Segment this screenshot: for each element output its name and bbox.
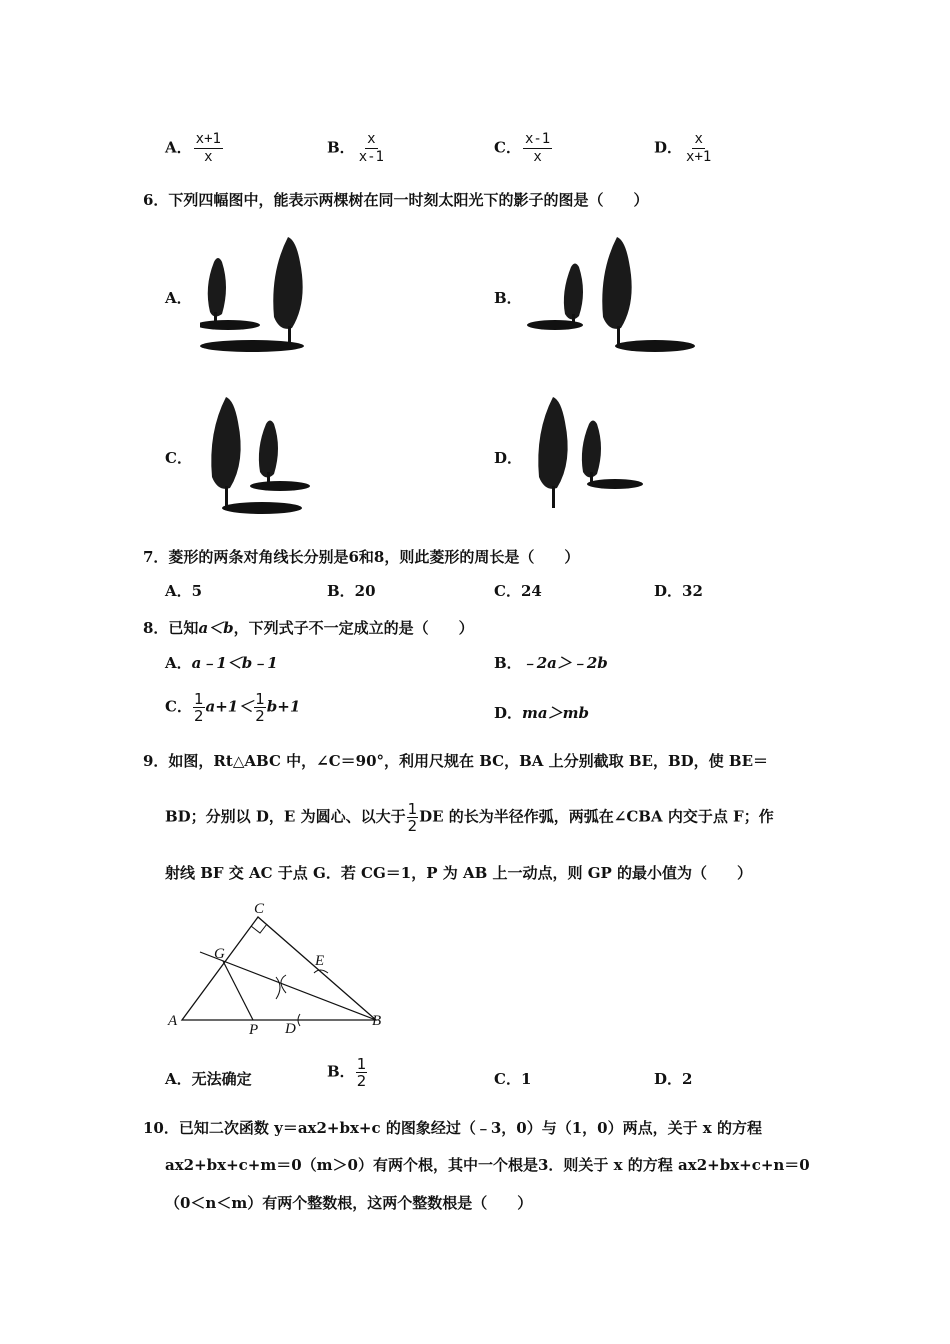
- label-c: C: [254, 901, 265, 917]
- segment-gp: [223, 961, 253, 1020]
- q8-option-d[interactable]: D．ma＞mb: [494, 704, 589, 722]
- q5-option-b[interactable]: B． $\frac{x}{x-1}$: [327, 131, 384, 165]
- right-angle-mark: [251, 924, 267, 933]
- q7-option-d[interactable]: D．32: [654, 582, 703, 600]
- tree-small: [582, 421, 601, 478]
- tree-small: [259, 421, 278, 478]
- label-b: B: [372, 1013, 382, 1029]
- label-p: P: [249, 1022, 259, 1038]
- q9-stem-line3: 射线 BF 交 AC 于点 G．若 CG＝1，P 为 AB 上一动点，则 GP 的最小值为（ ）: [165, 864, 753, 882]
- q9-option-b[interactable]: B． $\frac{1}{2}$: [327, 1055, 367, 1090]
- q9-stem-line2: BD；分别以 D，E 为圆心、以大于 $\frac{1}{2}$ DE 的长为半径作弧，两弧在∠CBA 内交于点 F；作: [165, 800, 774, 835]
- q8-option-c[interactable]: C． $\frac{1}{2}$ a+1＜ $\frac{1}{2}$ b+1: [165, 690, 301, 725]
- shadow-small: [250, 481, 310, 491]
- fraction: $\frac{x-1}{x}$: [524, 131, 551, 165]
- tree-large: [602, 237, 631, 329]
- q6-option-b-label[interactable]: B．: [494, 289, 522, 307]
- q6-option-c-tree-figure: [200, 392, 320, 520]
- label-e: E: [315, 953, 325, 969]
- q10-stem-line1: 10．已知二次函数 y＝ax2+bx+c 的图象经过（﹣3，0）与（1，0）两点，关于 x 的方程: [143, 1119, 762, 1137]
- shadow-large: [615, 340, 695, 352]
- triangle-abc: [182, 917, 376, 1020]
- q8-option-b[interactable]: B．﹣2a＞﹣2b: [494, 654, 608, 672]
- q9-geometry-figure: [160, 895, 390, 1040]
- q6-stem: 6．下列四幅图中，能表示两棵树在同一时刻太阳光下的影子的图是（ ）: [143, 191, 649, 209]
- q6-option-a-tree-figure: [200, 232, 320, 358]
- ray-bf: [200, 952, 376, 1020]
- label-a: A: [168, 1013, 178, 1029]
- tree-large: [538, 397, 567, 489]
- q9-option-a[interactable]: A．无法确定: [165, 1070, 252, 1088]
- tree-large: [211, 397, 240, 489]
- fraction-half: $\frac{1}{2}$: [356, 1055, 367, 1090]
- fraction: $\frac{x+1}{x}$: [195, 131, 221, 165]
- fraction: $\frac{x}{x+1}$: [686, 131, 712, 165]
- shadow-small: [200, 320, 260, 330]
- q5-option-a[interactable]: A． $\frac{x+1}{x}$: [165, 131, 221, 165]
- q7-option-a[interactable]: A．5: [165, 582, 203, 600]
- fraction-half: $\frac{1}{2}$: [255, 690, 265, 725]
- q7-option-b[interactable]: B．20: [327, 582, 376, 600]
- q5-option-c[interactable]: C． $\frac{x-1}{x}$: [494, 131, 551, 165]
- fraction: $\frac{x}{x-1}$: [358, 131, 384, 165]
- label-d: D: [285, 1021, 296, 1037]
- fraction-half: $\frac{1}{2}$: [407, 800, 418, 835]
- q9-option-d[interactable]: D．2: [654, 1070, 693, 1088]
- q10-stem-line3: （0＜n＜m）有两个整数根，这两个整数根是（ ）: [165, 1194, 533, 1212]
- label-g: G: [214, 946, 225, 962]
- q6-option-d-tree-figure: [525, 392, 650, 520]
- q8-stem: 8．已知a＜b，下列式子不一定成立的是（ ）: [143, 619, 474, 637]
- q9-stem-line1: 9．如图，Rt△ABC 中，∠C＝90°，利用尺规在 BC，BA 上分别截取 BE，BD，使 BE＝: [143, 752, 769, 770]
- q6-option-d-label[interactable]: D．: [494, 449, 523, 467]
- q7-option-c[interactable]: C．24: [494, 582, 542, 600]
- tree-small: [564, 264, 583, 320]
- q8-option-a[interactable]: A．a﹣1＜b﹣1: [165, 654, 278, 672]
- q7-stem: 7．菱形的两条对角线长分别是6和8，则此菱形的周长是（ ）: [143, 548, 580, 566]
- tree-small: [208, 258, 226, 317]
- tree-large: [273, 237, 302, 329]
- q10-stem-line2: ax2+bx+c+m＝0（m＞0）有两个根，其中一个根是3．则关于 x 的方程 ax2+bx+c+n＝0: [165, 1156, 810, 1174]
- shadow-small: [587, 479, 643, 489]
- arc-1: [276, 977, 280, 999]
- q5-option-d[interactable]: D． $\frac{x}{x+1}$: [654, 131, 712, 165]
- fraction-half: $\frac{1}{2}$: [193, 690, 204, 725]
- q6-option-a-label[interactable]: A．: [165, 289, 192, 307]
- q6-option-b-tree-figure: [525, 232, 695, 358]
- q9-option-c[interactable]: C．1: [494, 1070, 532, 1088]
- q6-option-c-label[interactable]: C．: [165, 449, 192, 467]
- shadow-large: [222, 502, 302, 514]
